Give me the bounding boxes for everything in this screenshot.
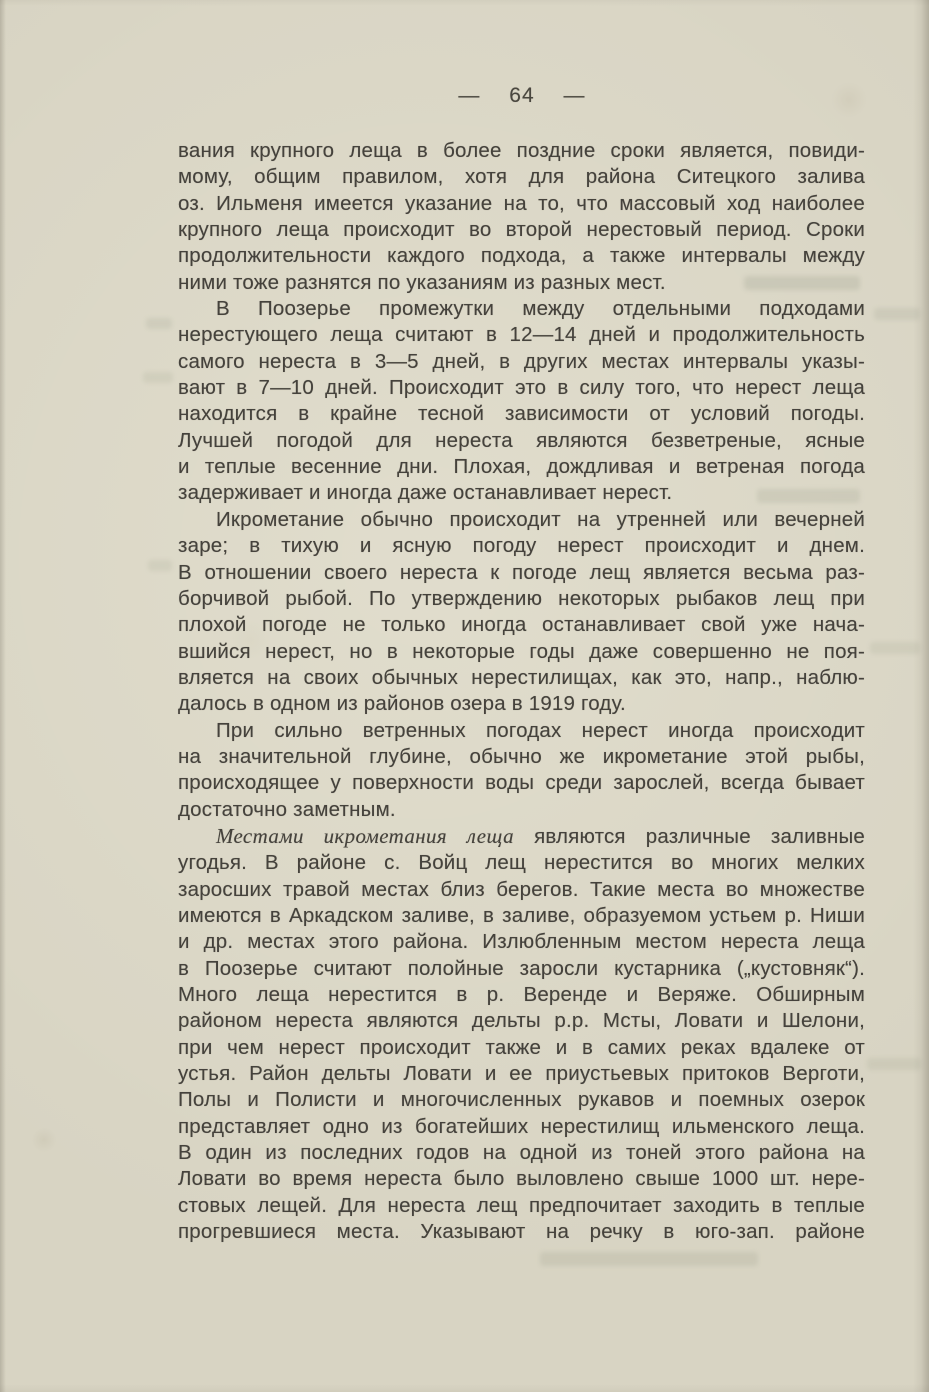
paragraph: [178, 507, 865, 718]
text-line: далось в одном из районов озера в 1919 году.: [178, 692, 626, 716]
paragraph: [178, 718, 865, 823]
text-line: происходящее у поверхности воды среди зарослей, всегда бывает: [178, 771, 865, 795]
bleedthrough-mark: [874, 308, 920, 320]
text-line: стовых лещей. Для нереста лещ предпочитает заходить в теплые: [178, 1193, 865, 1217]
text-line: оз. Ильменя имеется указание на то, что массовый ход наиболее: [178, 191, 865, 215]
text-line: Икрометание обычно происходит на утренней или вечерней: [216, 507, 865, 531]
text-line: задерживает и иногда даже останавливает нерест.: [178, 481, 673, 505]
text-line: вания крупного леща в более поздние сроки является, повиди-: [178, 139, 865, 162]
text-line: районом нереста являются дельты р.р. Мсты, Ловати и Шелони,: [178, 1009, 865, 1033]
text-line: Лучшей погодой для нереста являются безветреные, ясные: [178, 428, 865, 452]
bleedthrough-mark: [870, 642, 920, 654]
text-line: прогревшиеся места. Указывают на речку в юго-зап. районе: [178, 1220, 865, 1244]
text-line: В Поозерье промежутки между отдельными подходами: [216, 297, 865, 321]
text-line: вают в 7—10 дней. Происходит это в силу того, что нерест леща: [178, 376, 865, 400]
text-line: плохой погоде не только иногда останавливает свой уже нача-: [178, 613, 865, 637]
text-line: нерестующего леща считают в 12—14 дней и продолжительность: [178, 323, 865, 347]
text-line: в Поозерье считают полойные заросли кустарника („кустовняк“).: [178, 956, 865, 980]
text-line: представляет одно из богатейших нерестилищ ильменского леща.: [178, 1114, 865, 1138]
text-line: ними тоже разнятся по указаниям из разных мест.: [178, 270, 666, 294]
text-line: крупного леща происходит во второй нерестовый период. Сроки: [178, 218, 865, 242]
italic-lead: Местами икрометания леща: [216, 823, 515, 848]
bleedthrough-mark: [143, 372, 173, 383]
body-text: [178, 138, 865, 1245]
text-line: заре; в тихую и ясную погоду нерест происходит и днем.: [178, 534, 865, 558]
text-line: и др. местах этого района. Излюбленным местом нереста леща: [178, 930, 865, 954]
bleedthrough-mark: [867, 1058, 921, 1070]
paragraph: [178, 296, 865, 507]
text-line: угодья. В районе с. Войц лещ нерестится во многих мелких: [178, 851, 865, 875]
text-line: при чем нерест происходит также и в самих реках вдалеке от: [178, 1035, 865, 1059]
text-line: продолжительности каждого подхода, а также интервалы между: [178, 244, 865, 268]
text-line: мому, общим правилом, хотя для района Ситецкого залива: [178, 165, 865, 189]
paragraph: [178, 823, 865, 1246]
text-line: находится в крайне тесной зависимости от условий погоды.: [178, 402, 865, 426]
text-line: имеются в Аркадском заливе, в заливе, образуемом устьем р. Ниши: [178, 903, 865, 927]
page-number: — 64 —: [458, 84, 586, 107]
text-line: В один из последних годов на одной из тоней этого района на: [178, 1141, 865, 1165]
text-line: заросших травой местах близ берегов. Такие места во множестве: [178, 877, 865, 901]
text-line: При сильно ветренных погодах нерест иногда происходит: [216, 718, 865, 742]
text-line: вляется на своих обычных нерестилищах, как это, напр., наблю-: [178, 665, 865, 689]
text-line: В отношении своего нереста к погоде лещ является весьма раз-: [178, 560, 865, 584]
text-line: Полы и Полисти и многочисленных рукавов и поемных озерок: [178, 1088, 865, 1112]
text-line: Много леща нерестится в р. Веренде и Веряже. Обширным: [178, 983, 865, 1006]
text-line: Ловати во время нереста было выловлено свыше 1000 шт. нере-: [178, 1167, 865, 1191]
text-line: устья. Район дельты Ловати и ее приустьевых притоков Верготи,: [178, 1062, 865, 1086]
text-line: на значительной глубине, обычно же икрометание этой рыбы,: [178, 744, 865, 768]
text-line: вшийся нерест, но в некоторые годы даже совершенно не поя-: [178, 639, 865, 663]
bleedthrough-mark: [146, 318, 172, 329]
bleedthrough-mark: [540, 1252, 758, 1266]
text-line: Местами икрометания леща являются различные заливные: [216, 823, 866, 848]
bleedthrough-mark: [148, 560, 172, 571]
text-line: самого нереста в 3—5 дней, в других местах интервалы указы-: [178, 349, 865, 373]
paragraph: [178, 138, 865, 296]
text-line: борчивой рыбой. По утверждению некоторых рыбаков лещ при: [178, 586, 865, 610]
text-line: и теплые весенние дни. Плохая, дождливая и ветреная погода: [178, 455, 865, 479]
text-line: достаточно заметным.: [178, 797, 396, 821]
